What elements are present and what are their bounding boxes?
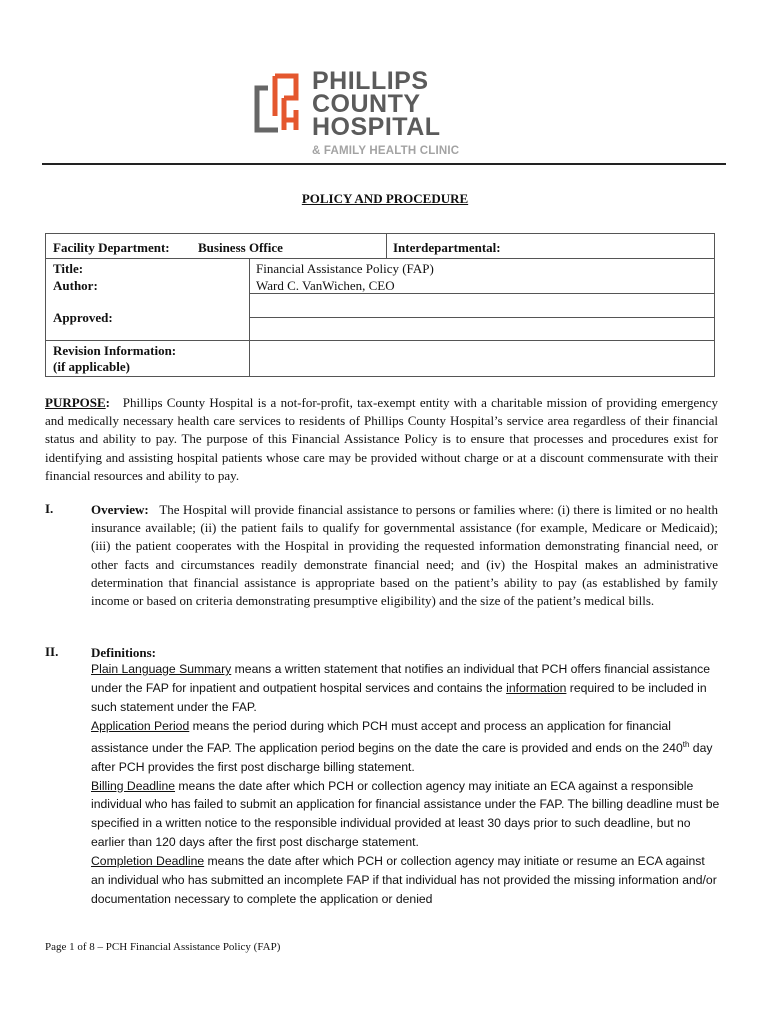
table-divider: [46, 340, 714, 341]
logo-subline: & FAMILY HEALTH CLINIC: [312, 145, 460, 157]
purpose-text: Phillips County Hospital is a not-for-profit, tax-exempt entity with a charitable mission of providing emergency and medically necessary health care services to residents of Phillips County Hospital’s service area regardless of their financial status and ability to pay. The purpose of this Financial Assistance Policy is to ensure that processes and procedures exist for identifying and assisting hospital patients whose care may be provided without charge or at a discount commensurate with their financial resources and ability to pay.: [45, 395, 719, 483]
interdepartmental-label: Interdepartmental:: [393, 240, 501, 255]
definition-term: Plain Language Summary: [91, 662, 232, 676]
definition-text: means the date after which PCH or collection agency may initiate or resume an ECA against an individual who has submitted an incomplete FAP if that individual has not provided the missing information and/or documentation necessary to complete the application or denied: [91, 854, 717, 906]
logo-line-3: HOSPITAL: [312, 113, 441, 141]
section-2-number: II.: [45, 644, 59, 659]
author-label: Author:: [53, 278, 98, 293]
section-1-heading: Overview:: [91, 502, 149, 517]
revision-sublabel: (if applicable): [53, 359, 130, 374]
ordinal-suffix: th: [682, 739, 690, 749]
definitions-list: [91, 660, 721, 909]
approved-label: Approved:: [53, 310, 113, 325]
header-divider: [42, 163, 726, 165]
section-1-number: I.: [45, 501, 54, 516]
title-label: Title:: [53, 261, 84, 276]
purpose-paragraph: [45, 394, 718, 485]
definition-text: required to be included in such statement under the FAP.: [91, 680, 707, 714]
document-title: POLICY AND PROCEDURE: [301, 191, 469, 206]
revision-label: Revision Information:: [53, 343, 177, 358]
table-divider: [386, 234, 387, 258]
definition-text: day after PCH provides the first post discharge billing statement.: [91, 740, 713, 774]
definition-text: means the date after which PCH or collection agency may initiate an ECA against a responsible individual who has failed to submit an application for financial assistance under the FAP. The billing deadline must be specified in a written notice to the responsible individual provided at least 30 days prior to such deadline, but no earlier than 120 days after the first post discharge statement.: [91, 778, 720, 850]
definition-application-period: [91, 717, 721, 777]
definition-billing-deadline: [91, 777, 721, 853]
logo-line-2: COUNTY: [312, 90, 421, 118]
definition-term: information: [506, 680, 567, 695]
title-value: Financial Assistance Policy (FAP): [256, 261, 434, 276]
table-divider: [46, 258, 714, 259]
table-divider: [249, 317, 714, 318]
definition-text: means a written statement that notifies an individual that PCH offers financial assistance under the FAP for inpatient and outpatient hospital services and contains the: [91, 662, 710, 695]
definition-text: means the period during which PCH must accept and process an application for financial assistance under the FAP. The application period begins on the date the care is provided and ends on the 240: [91, 718, 683, 755]
hospital-logo-mark-icon: [254, 68, 304, 136]
author-value: Ward C. VanWichen, CEO: [256, 278, 395, 293]
purpose-colon: :: [105, 395, 111, 410]
facility-value: Business Office: [198, 240, 283, 255]
policy-info-table: [45, 233, 715, 377]
definition-plain-language-summary: [91, 660, 721, 717]
section-1-paragraph: [91, 501, 718, 610]
section-2-heading: Definitions:: [91, 645, 156, 660]
hospital-logo: [254, 68, 464, 160]
logo-line-1: PHILLIPS: [312, 67, 429, 95]
definition-term: Billing Deadline: [91, 778, 176, 793]
section-1-text: The Hospital will provide financial assistance to persons or families where: (i) there is limited or no health insurance available; (ii) the patient fails to qualify for governmental assistance (for example, Medicare or Medicaid); (iii) the patient cooperates with the Hospital in providing the requested information demonstrating financial need, or other facts and circumstances readily demonstrate financial need; and (iv) the Hospital makes an administrative determination that financial assistance is appropriate based on the patient’s ability to pay (as established by family income or based on criteria demonstrating presumptive eligibility) and the size of the patient’s medical bills.: [91, 502, 719, 609]
page-footer: Page 1 of 8 – PCH Financial Assistance Policy (FAP): [45, 941, 281, 953]
definition-term: Completion Deadline: [91, 854, 205, 869]
facility-label: Facility Department:: [53, 240, 170, 255]
purpose-label: PURPOSE: [45, 395, 106, 410]
definition-term: Application Period: [91, 718, 190, 733]
hospital-name: [312, 67, 441, 141]
definition-completion-deadline: [91, 852, 721, 909]
